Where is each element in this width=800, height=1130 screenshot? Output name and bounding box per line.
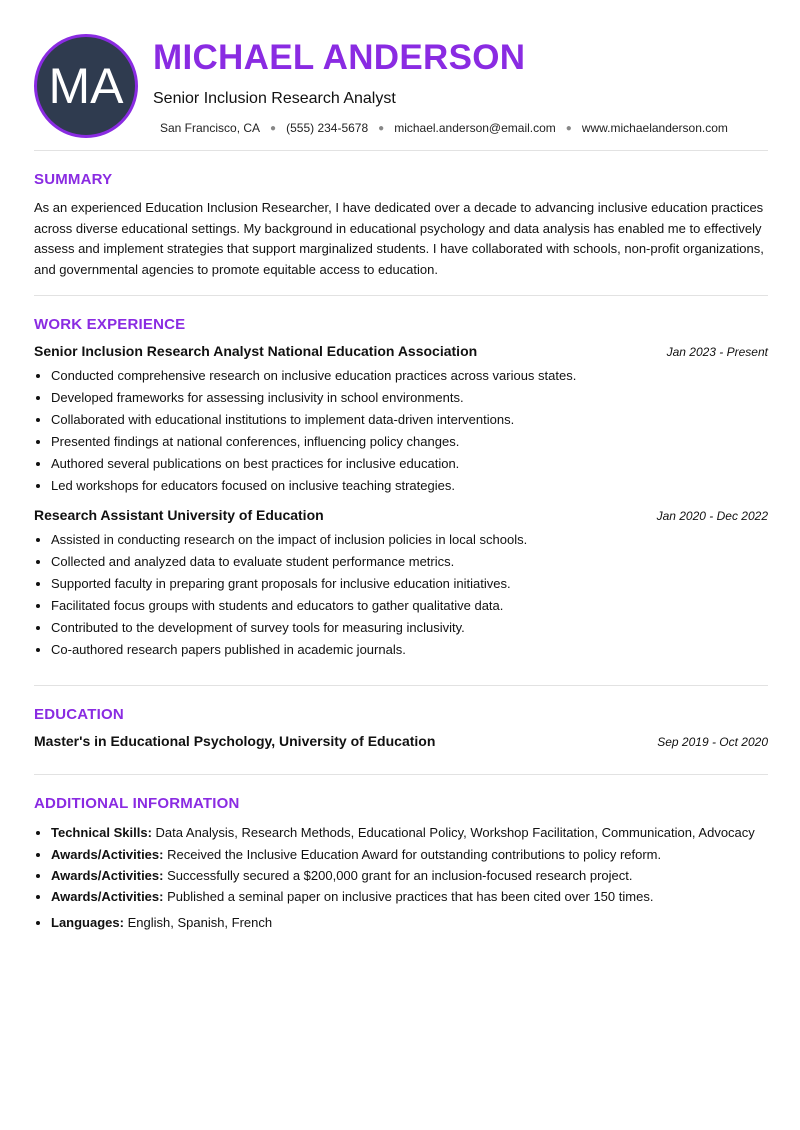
education-date: Sep 2019 - Oct 2020 (657, 735, 768, 749)
list-item: • Co-authored research papers published in academic journals. (51, 639, 768, 661)
contact-phone: (555) 234-5678 (286, 121, 369, 135)
separator-dot-icon: ● (565, 122, 572, 134)
additional-list (34, 822, 768, 934)
job-title: Senior Inclusion Research Analyst National Education Association (34, 343, 478, 359)
resume-header (34, 34, 768, 150)
job-entry (34, 507, 768, 661)
job-bullets (34, 529, 768, 661)
item-text: Data Analysis, Research Methods, Educational Policy, Workshop Facilitation, Communication, Advocacy (155, 825, 755, 840)
section-divider (34, 685, 768, 686)
list-item (51, 822, 768, 844)
item-label: Awards/Activities: (51, 889, 164, 904)
job-header (34, 343, 768, 359)
job-title: Research Assistant University of Education (34, 507, 324, 523)
list-item: • Contributed to the development of survey tools for measuring inclusivity. (51, 617, 768, 639)
job-header (34, 507, 768, 523)
section-divider (34, 295, 768, 296)
list-item: • Presented findings at national conferences, influencing policy changes. (51, 431, 768, 453)
section-heading: WORK EXPERIENCE (34, 316, 186, 333)
summary-section (34, 171, 768, 280)
item-label: Awards/Activities: (51, 868, 164, 883)
summary-text: As an experienced Education Inclusion Researcher, I have dedicated over a decade to advancing inclusive education practices across diverse educational settings. My background in educational psychology and data analysis has enabled me to effectively assess and implement strategies that support marginalized students. I have collaborated with schools, non-profit organizations, and governmental agencies to promote equitable access to education. (34, 200, 764, 277)
list-item: • Assisted in conducting research on the impact of inclusion policies in local schools. (51, 529, 768, 551)
item-text: English, Spanish, French (127, 915, 273, 930)
contact-location: San Francisco, CA (160, 121, 261, 135)
section-heading: EDUCATION (34, 706, 124, 723)
list-item: • Developed frameworks for assessing inclusivity in school environments. (51, 387, 768, 409)
list-item (51, 844, 768, 866)
education-entry (34, 733, 768, 749)
avatar-initials: MA (48, 58, 124, 114)
item-label: Awards/Activities: (51, 847, 164, 862)
list-item: • Collaborated with educational institutions to implement data-driven interventions. (51, 409, 768, 431)
education-degree: Master's in Educational Psychology, University of Education (34, 733, 436, 749)
candidate-title: Senior Inclusion Research Analyst (153, 90, 396, 107)
job-date: Jan 2020 - Dec 2022 (656, 509, 768, 523)
separator-dot-icon: ● (378, 122, 385, 134)
list-item: • Conducted comprehensive research on inclusive education practices across various states. (51, 365, 768, 387)
list-item: • Facilitated focus groups with students and educators to gather qualitative data. (51, 595, 768, 617)
job-bullets (34, 365, 768, 497)
list-item (51, 866, 768, 886)
item-label: Languages: (51, 915, 124, 930)
section-divider (34, 150, 768, 151)
section-heading: ADDITIONAL INFORMATION (34, 795, 240, 812)
contact-info (160, 121, 728, 135)
contact-website: www.michaelanderson.com (581, 121, 728, 135)
list-item: • Led workshops for educators focused on inclusive teaching strategies. (51, 475, 768, 497)
item-text: Received the Inclusive Education Award for outstanding contributions to policy reform. (167, 847, 662, 862)
experience-section (34, 316, 768, 661)
item-text: Successfully secured a $200,000 grant for an inclusion-focused research project. (167, 868, 633, 883)
list-item: • Supported faculty in preparing grant proposals for inclusive education initiatives. (51, 573, 768, 595)
item-text: Published a seminal paper on inclusive practices that has been cited over 150 times. (167, 889, 654, 904)
separator-dot-icon: ● (270, 122, 277, 134)
section-divider (34, 774, 768, 775)
list-item (51, 912, 768, 934)
list-item: • Authored several publications on best practices for inclusive education. (51, 453, 768, 475)
section-heading: SUMMARY (34, 171, 113, 188)
contact-email: michael.anderson@email.com (394, 121, 556, 135)
job-date: Jan 2023 - Present (666, 345, 768, 359)
list-item: • Collected and analyzed data to evaluate student performance metrics. (51, 551, 768, 573)
list-item (51, 886, 768, 908)
candidate-name: MICHAEL ANDERSON (153, 38, 526, 77)
education-section (34, 706, 768, 749)
item-label: Technical Skills: (51, 825, 152, 840)
additional-section (34, 795, 768, 934)
avatar (34, 34, 138, 138)
resume-page (34, 34, 768, 934)
job-entry (34, 343, 768, 497)
